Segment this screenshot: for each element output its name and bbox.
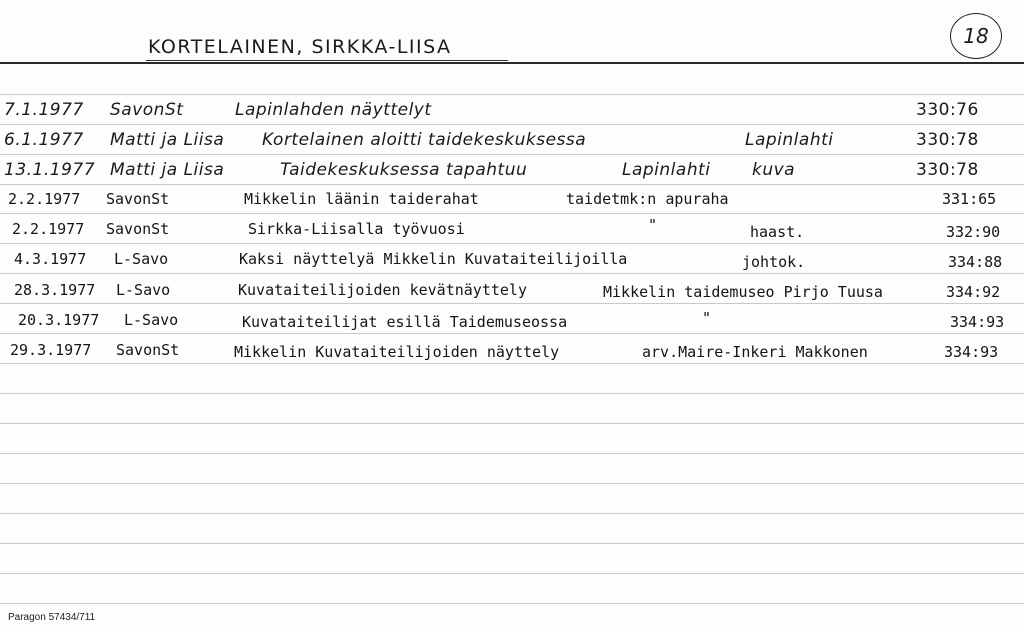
entry-ref: 334:93 [950, 313, 1005, 331]
entry-date: 28.3.1977 [14, 281, 96, 299]
ruled-line [0, 453, 1024, 454]
entry-source: Matti ja Liisa [110, 160, 225, 180]
entry-extra: arv.Maire-Inkeri Makkonen [642, 343, 868, 361]
entry-note: haast. [750, 223, 805, 241]
entry-text: Lapinlahden näyttelyt [235, 100, 432, 120]
entry-date: 2.2.1977 [12, 220, 85, 238]
entry-ref: 330:78 [916, 160, 979, 180]
entry-source: SavonSt [110, 100, 184, 120]
entry-text: Mikkelin Kuvataiteilijoiden näyttely [234, 343, 560, 361]
entry-date: 7.1.1977 [4, 100, 84, 120]
entry-ref: 334:88 [948, 253, 1003, 271]
ruled-line [0, 94, 1024, 95]
entry-source: SavonSt [106, 220, 170, 238]
ruled-line [0, 303, 1024, 304]
ruled-line [0, 363, 1024, 364]
ruled-line [0, 213, 1024, 214]
ruled-line [0, 543, 1024, 544]
print-code: Paragon 57434/711 [8, 612, 96, 623]
entry-source: SavonSt [116, 341, 180, 359]
entry-extra: Mikkelin taidemuseo Pirjo Tuusa [603, 283, 883, 301]
entry-ref: 332:90 [946, 223, 1001, 241]
ruled-line [0, 603, 1024, 604]
entry-date: 2.2.1977 [8, 190, 81, 208]
ruled-line [0, 243, 1024, 244]
card-title: KORTELAINEN, SIRKKA-LIISA [148, 36, 452, 58]
ruled-line [0, 513, 1024, 514]
entry-source: L-Savo [114, 250, 169, 268]
ruled-line [0, 393, 1024, 394]
entry-text: Sirkka-Liisalla työvuosi [248, 220, 465, 238]
entry-ref: 334:93 [944, 343, 999, 361]
entry-date: 29.3.1977 [10, 341, 92, 359]
entry-date: 20.3.1977 [18, 311, 100, 329]
ruled-line [0, 154, 1024, 155]
ruled-line [0, 573, 1024, 574]
entry-ref: 334:92 [946, 283, 1001, 301]
ruled-line [0, 483, 1024, 484]
entry-extra: taidetmk:n apuraha [566, 190, 729, 208]
entry-text: Kortelainen aloitti taidekeskuksessa [262, 130, 587, 150]
entry-ref: 330:78 [916, 130, 979, 150]
ruled-line [0, 423, 1024, 424]
entry-text: Mikkelin läänin taiderahat [244, 190, 479, 208]
ruled-line [0, 184, 1024, 185]
entry-date: 4.3.1977 [14, 250, 87, 268]
entry-text: Kuvataiteilijat esillä Taidemuseossa [242, 313, 568, 331]
entry-text: Kaksi näyttelyä Mikkelin Kuvataiteilijoilla [239, 250, 628, 268]
entry-date: 13.1.1977 [4, 160, 96, 180]
ruled-line [0, 333, 1024, 334]
entry-date: 6.1.1977 [4, 130, 84, 150]
ditto-mark: " [702, 309, 712, 327]
entry-text: Kuvataiteilijoiden kevätnäyttely [238, 281, 527, 299]
entry-ref: 331:65 [942, 190, 997, 208]
entry-source: Matti ja Liisa [110, 130, 225, 150]
entry-place: Lapinlahti [745, 130, 834, 150]
ruled-line [0, 124, 1024, 125]
entry-source: L-Savo [116, 281, 171, 299]
entry-source: SavonSt [106, 190, 170, 208]
entry-note: kuva [752, 160, 796, 180]
entry-source: L-Savo [124, 311, 179, 329]
title-underline [146, 60, 508, 61]
entry-text: Taidekeskuksessa tapahtuu [280, 160, 528, 180]
ditto-mark: " [648, 216, 658, 234]
card-number-circle: 18 [950, 13, 1002, 59]
ruled-line [0, 273, 1024, 274]
header-rule [0, 62, 1024, 64]
entry-place: Lapinlahti [622, 160, 711, 180]
entry-ref: 330:76 [916, 100, 979, 120]
entry-extra: johtok. [742, 253, 806, 271]
